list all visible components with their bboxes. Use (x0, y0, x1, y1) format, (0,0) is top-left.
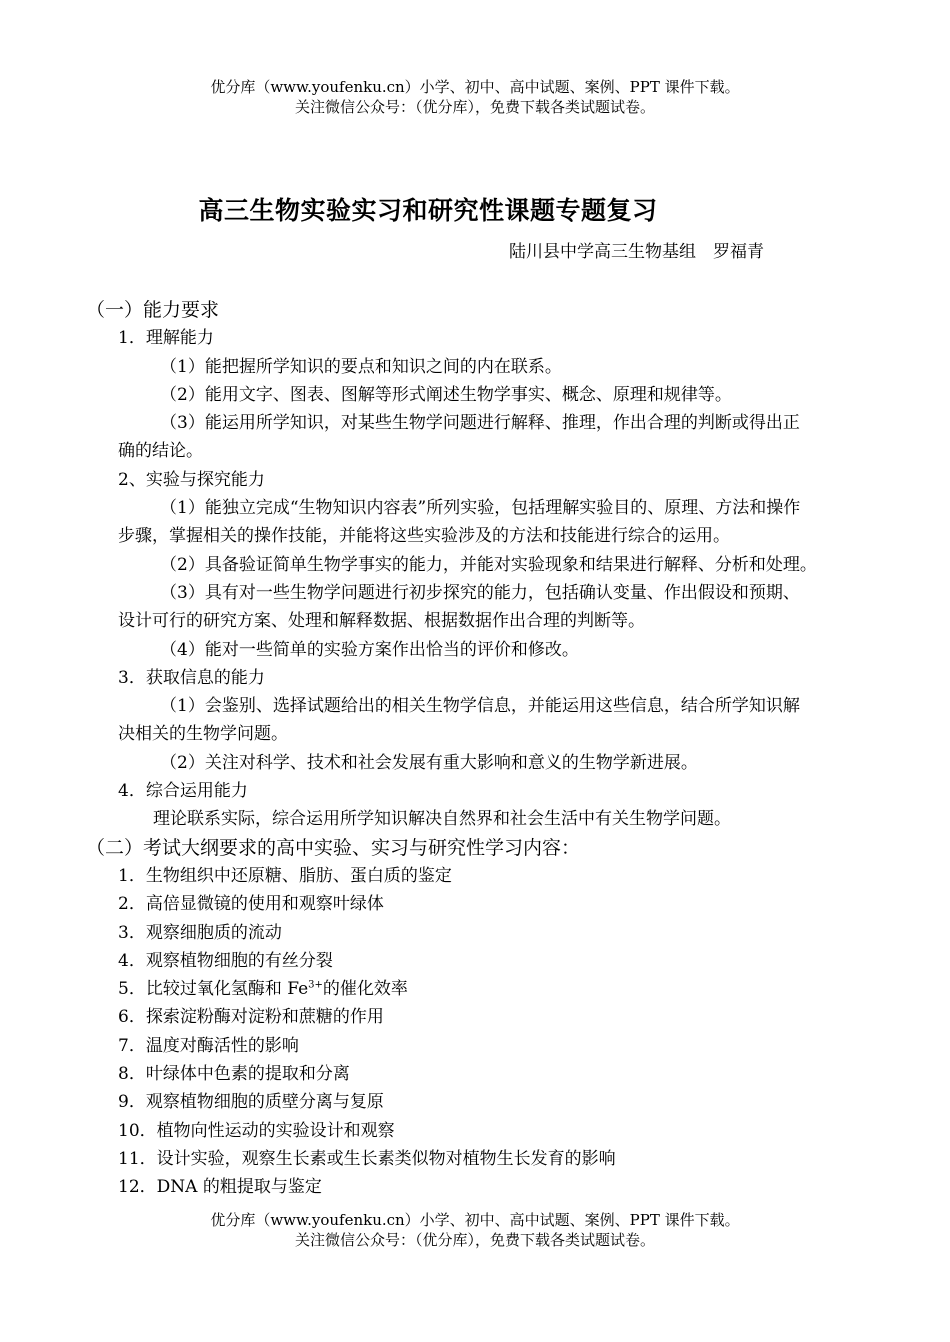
paragraph: （1）会鉴别、选择试题给出的相关生物学信息，并能运用这些信息，结合所学知识解 (160, 696, 800, 717)
experiment-item-text: 5．比较过氧化氢酶和 Fe (118, 979, 309, 1000)
subsection-heading: 1．理解能力 (118, 328, 214, 349)
header-banner (0, 77, 950, 117)
experiment-item: 4．观察植物细胞的有丝分裂 (118, 950, 333, 971)
experiment-item: 7．温度对酶活性的影响 (118, 1035, 299, 1056)
experiment-item-tail: 的催化效率 (322, 979, 408, 1000)
experiment-item: 1．生物组织中还原糖、脂肪、蛋白质的鉴定 (118, 865, 452, 886)
banner-line-1: 优分库（www.youfenku.cn）小学、初中、高中试题、案例、PPT 课件下载。 (210, 78, 740, 96)
paragraph: （4）能对一些简单的实验方案作出恰当的评价和修改。 (160, 639, 579, 660)
paragraph: 理论联系实际，综合运用所学知识解决自然界和社会生活中有关生物学问题。 (153, 809, 731, 830)
banner-line-2: 关注微信公众号：（优分库），免费下载各类试题试卷。 (294, 98, 655, 116)
experiment-item: 3．观察细胞质的流动 (118, 922, 282, 943)
experiment-item: 6．探索淀粉酶对淀粉和蔗糖的作用 (118, 1007, 384, 1028)
experiment-item: 2．高倍显微镜的使用和观察叶绿体 (118, 894, 384, 915)
paragraph-continuation: 确的结论。 (118, 441, 203, 462)
experiment-item: 10．植物向性运动的实验设计和观察 (118, 1120, 395, 1141)
footer-banner (0, 1210, 950, 1250)
superscript-charge: 3+ (308, 979, 323, 991)
banner-line-2: 关注微信公众号：（优分库），免费下载各类试题试卷。 (294, 1231, 655, 1249)
section-heading: （二）考试大纲要求的高中实验、实习与研究性学习内容： (86, 836, 581, 859)
paragraph: （1）能把握所学知识的要点和知识之间的内在联系。 (160, 356, 562, 377)
subsection-heading: 4．综合运用能力 (118, 781, 248, 802)
experiment-item: 8．叶绿体中色素的提取和分离 (118, 1064, 350, 1085)
author-line: 陆川县中学高三生物基组 罗福青 (509, 242, 764, 262)
paragraph-continuation: 决相关的生物学问题。 (118, 724, 288, 745)
paragraph-continuation: 设计可行的研究方案、处理和解释数据、根据数据作出合理的判断等。 (118, 611, 645, 632)
paragraph: （1）能独立完成“生物知识内容表”所列实验，包括理解实验目的、原理、方法和操作 (160, 498, 801, 519)
paragraph: （2）具备验证简单生物学事实的能力，并能对实验现象和结果进行解释、分析和处理。 (160, 554, 817, 575)
subsection-heading: 3．获取信息的能力 (118, 667, 265, 688)
experiment-item: 11．设计实验，观察生长素或生长素类似物对植物生长发育的影响 (118, 1148, 616, 1169)
experiment-item (86, 975, 886, 1003)
document-title: 高三生物实验实习和研究性课题专题复习 (198, 196, 658, 225)
paragraph: （2）能用文字、图表、图解等形式阐述生物学事实、概念、原理和规律等。 (160, 384, 732, 405)
experiment-item: 9．观察植物细胞的质壁分离与复原 (118, 1092, 384, 1113)
section-heading: （一）能力要求 (86, 299, 220, 321)
document-body (86, 296, 886, 1202)
banner-line-1: 优分库（www.youfenku.cn）小学、初中、高中试题、案例、PPT 课件下载。 (210, 1211, 740, 1229)
subsection-heading: 2、实验与探究能力 (118, 469, 265, 490)
paragraph-continuation: 步骤，掌握相关的操作技能，并能将这些实验涉及的方法和技能进行综合的运用。 (118, 526, 730, 547)
experiment-item: 12．DNA 的粗提取与鉴定 (118, 1177, 322, 1198)
paragraph: （2）关注对科学、技术和社会发展有重大影响和意义的生物学新进展。 (160, 752, 698, 773)
paragraph: （3）能运用所学知识，对某些生物学问题进行解释、推理，作出合理的判断或得出正 (160, 413, 800, 434)
paragraph: （3）具有对一些生物学问题进行初步探究的能力，包括确认变量、作出假设和预期、 (160, 582, 800, 603)
